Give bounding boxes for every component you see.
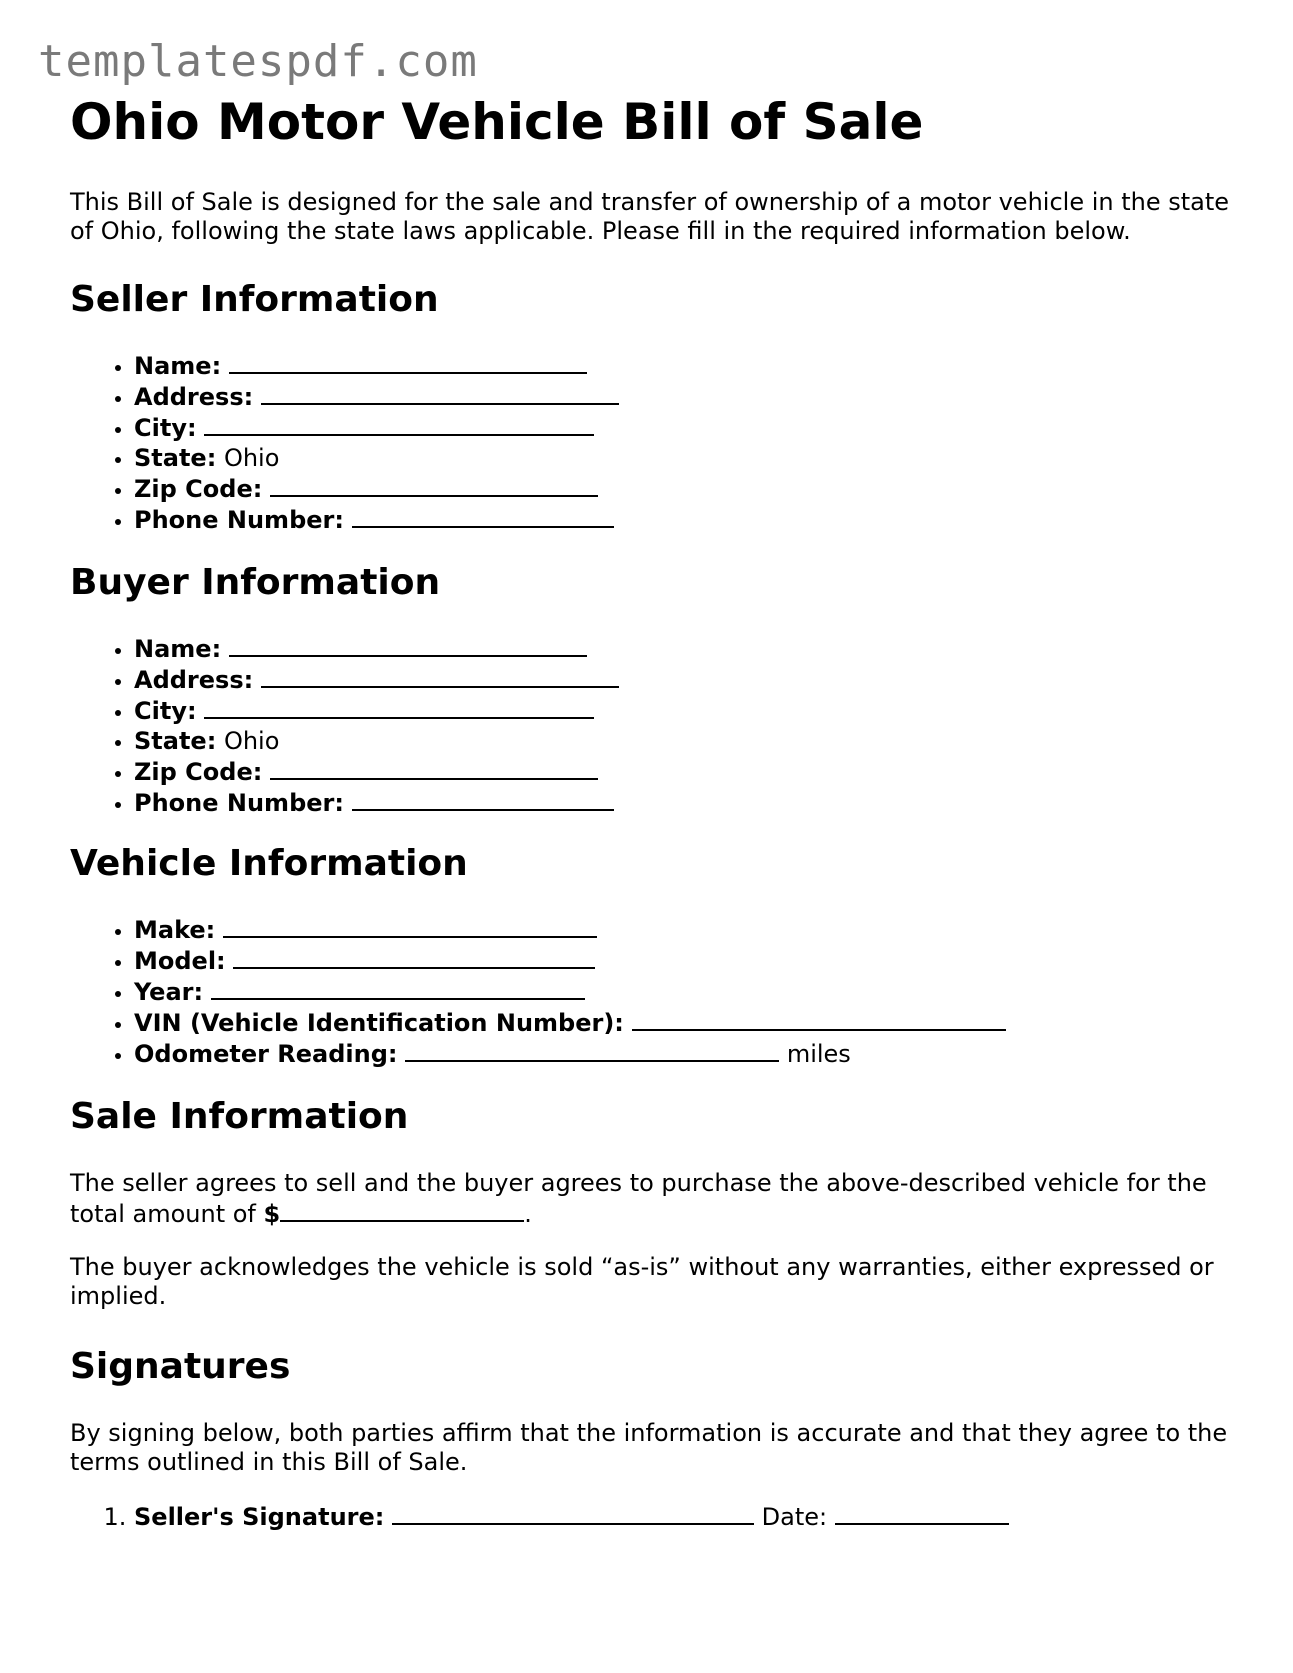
seller-phone-field[interactable]	[352, 504, 614, 528]
seller-list	[70, 350, 1240, 535]
vehicle-vin-label: VIN (Vehicle Identification Number):	[134, 1009, 624, 1037]
sale-amount-paragraph	[70, 1169, 1240, 1229]
list-item	[134, 443, 1240, 473]
signature-date-field[interactable]	[835, 1501, 1009, 1525]
sale-amount-field[interactable]	[280, 1198, 524, 1222]
buyer-zip-field[interactable]	[270, 756, 598, 780]
seller-name-field[interactable]	[229, 350, 587, 374]
seller-zip-field[interactable]	[270, 473, 598, 497]
seller-signature-label: Seller's Signature:	[134, 1503, 385, 1531]
list-item	[134, 914, 1240, 945]
seller-address-label: Address:	[134, 383, 254, 411]
document-page	[70, 92, 1240, 1532]
vehicle-list	[70, 914, 1240, 1069]
signature-date-label: Date:	[761, 1503, 828, 1531]
vehicle-odometer-field[interactable]	[405, 1038, 779, 1062]
list-item	[134, 695, 1240, 726]
list-item	[134, 381, 1240, 412]
seller-phone-label: Phone Number:	[134, 506, 344, 534]
seller-state-value: Ohio	[223, 444, 280, 472]
seller-heading: Seller Information	[70, 279, 439, 320]
buyer-city-field[interactable]	[204, 695, 594, 719]
buyer-address-field[interactable]	[261, 664, 619, 688]
buyer-phone-label: Phone Number:	[134, 789, 344, 817]
buyer-address-label: Address:	[134, 666, 254, 694]
buyer-state-value: Ohio	[223, 727, 280, 755]
buyer-state-label: State:	[134, 727, 217, 755]
vehicle-year-label: Year:	[134, 978, 204, 1006]
seller-signature-field[interactable]	[392, 1501, 754, 1525]
list-item	[134, 504, 1240, 535]
vehicle-vin-field[interactable]	[632, 1007, 1006, 1031]
sale-heading: Sale Information	[70, 1096, 409, 1137]
sale-amount-text: The seller agrees to sell and the buyer agrees to purchase the above-described vehicle for the total amount of	[70, 1169, 1207, 1228]
signatures-paragraph: By signing below, both parties affirm that the information is accurate and that they agree to the terms outlined in this Bill of Sale.	[70, 1419, 1228, 1476]
signatures-heading: Signatures	[70, 1346, 291, 1387]
list-item	[134, 1501, 1240, 1532]
seller-name-label: Name:	[134, 352, 222, 380]
vehicle-make-field[interactable]	[223, 914, 597, 938]
buyer-heading: Buyer Information	[70, 562, 441, 603]
page-title: Ohio Motor Vehicle Bill of Sale	[70, 93, 924, 151]
vehicle-year-field[interactable]	[211, 976, 585, 1000]
buyer-city-label: City:	[134, 697, 197, 725]
buyer-name-label: Name:	[134, 635, 222, 663]
watermark: templatespdf.com	[38, 36, 478, 87]
list-item	[134, 976, 1240, 1007]
buyer-zip-label: Zip Code:	[134, 758, 263, 786]
buyer-name-field[interactable]	[229, 633, 587, 657]
vehicle-odometer-label: Odometer Reading:	[134, 1040, 398, 1068]
signature-list	[70, 1501, 1240, 1532]
list-item	[134, 945, 1240, 976]
list-item	[134, 1007, 1240, 1038]
list-item	[134, 787, 1240, 818]
seller-city-field[interactable]	[204, 412, 594, 436]
vehicle-make-label: Make:	[134, 916, 216, 944]
list-item	[134, 633, 1240, 664]
seller-zip-label: Zip Code:	[134, 475, 263, 503]
vehicle-model-field[interactable]	[233, 945, 595, 969]
list-item	[134, 664, 1240, 695]
seller-address-field[interactable]	[261, 381, 619, 405]
list-item	[134, 412, 1240, 443]
buyer-phone-field[interactable]	[352, 787, 614, 811]
odometer-unit: miles	[786, 1040, 851, 1068]
vehicle-model-label: Model:	[134, 947, 226, 975]
vehicle-heading: Vehicle Information	[70, 843, 468, 884]
list-item	[134, 350, 1240, 381]
list-item	[134, 756, 1240, 787]
list-item	[134, 1038, 1240, 1069]
intro-paragraph: This Bill of Sale is designed for the sale and transfer of ownership of a motor vehicle in the state of Ohio, following the state laws applicable. Please fill in the required information below.	[70, 188, 1230, 245]
buyer-list	[70, 633, 1240, 818]
list-item	[134, 473, 1240, 504]
sale-amount-end: .	[524, 1200, 532, 1228]
as-is-paragraph: The buyer acknowledges the vehicle is sold “as-is” without any warranties, either expressed or implied.	[70, 1253, 1214, 1310]
currency-symbol: $	[263, 1200, 281, 1228]
seller-city-label: City:	[134, 414, 197, 442]
seller-state-label: State:	[134, 444, 217, 472]
list-item	[134, 726, 1240, 756]
